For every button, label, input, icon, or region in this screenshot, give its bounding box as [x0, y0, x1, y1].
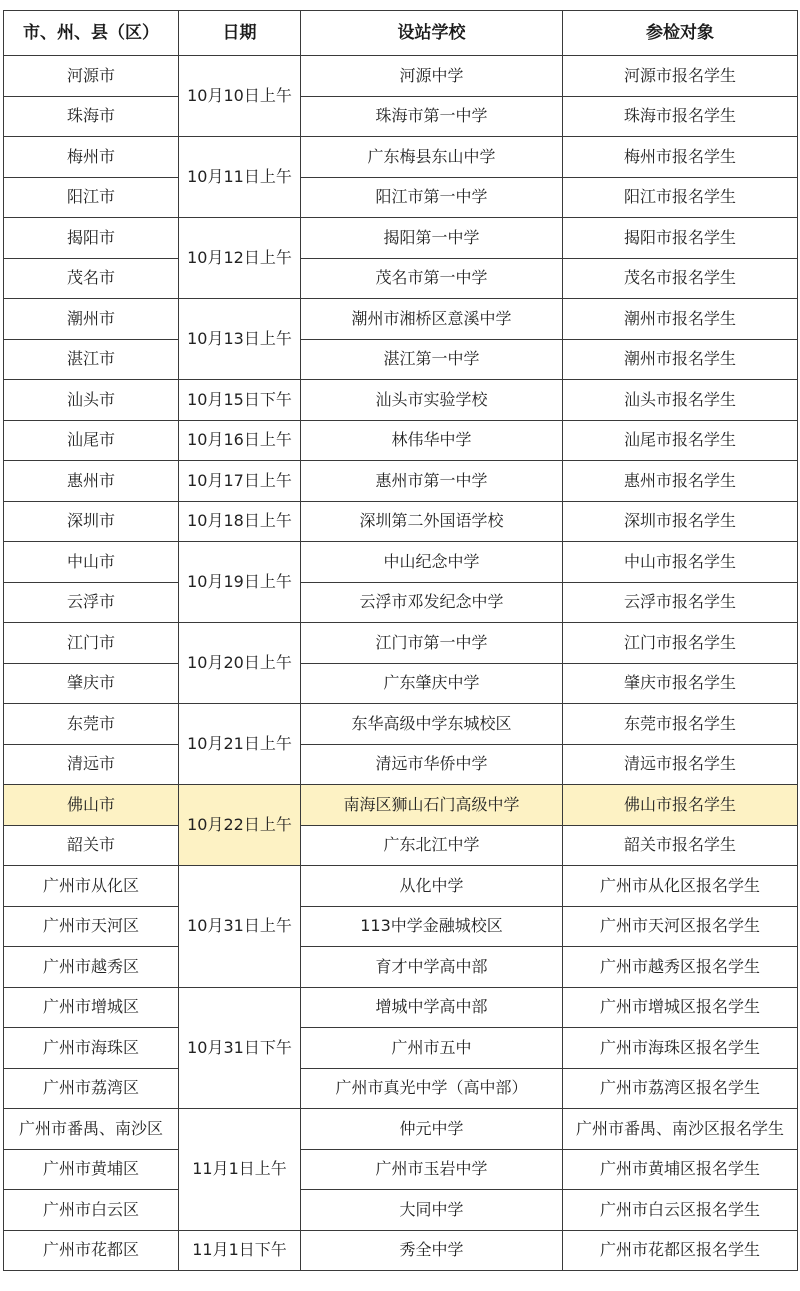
cell-date: 11月1日下午 [179, 1230, 301, 1271]
cell-date: 10月19日上午 [179, 542, 301, 623]
cell-region: 广州市黄埔区 [4, 1149, 179, 1190]
cell-region: 梅州市 [4, 137, 179, 178]
table-row [4, 987, 798, 1028]
table-row [4, 218, 798, 259]
table-row [4, 137, 798, 178]
table-row [4, 501, 798, 542]
cell-region: 广州市荔湾区 [4, 1068, 179, 1109]
cell-target: 茂名市报名学生 [563, 258, 798, 299]
cell-region: 广州市越秀区 [4, 947, 179, 988]
table-row [4, 1149, 798, 1190]
cell-target: 广州市从化区报名学生 [563, 866, 798, 907]
table-row [4, 582, 798, 623]
cell-school: 清远市华侨中学 [301, 744, 563, 785]
cell-region: 广州市白云区 [4, 1190, 179, 1231]
cell-target: 惠州市报名学生 [563, 461, 798, 502]
cell-target: 广州市增城区报名学生 [563, 987, 798, 1028]
cell-school: 湛江第一中学 [301, 339, 563, 380]
cell-region: 揭阳市 [4, 218, 179, 259]
exam-schedule-table [3, 10, 798, 1271]
cell-date: 10月18日上午 [179, 501, 301, 542]
cell-school: 仲元中学 [301, 1109, 563, 1150]
header-school: 设站学校 [301, 11, 563, 56]
cell-target: 梅州市报名学生 [563, 137, 798, 178]
cell-region: 广州市天河区 [4, 906, 179, 947]
cell-region: 广州市从化区 [4, 866, 179, 907]
cell-region: 广州市海珠区 [4, 1028, 179, 1069]
cell-school: 南海区狮山石门高级中学 [301, 785, 563, 826]
table-row [4, 1068, 798, 1109]
cell-region: 深圳市 [4, 501, 179, 542]
cell-date: 10月10日上午 [179, 56, 301, 137]
cell-school: 河源中学 [301, 56, 563, 97]
cell-target: 汕头市报名学生 [563, 380, 798, 421]
cell-target: 广州市越秀区报名学生 [563, 947, 798, 988]
cell-region: 惠州市 [4, 461, 179, 502]
cell-school: 云浮市邓发纪念中学 [301, 582, 563, 623]
cell-school: 中山纪念中学 [301, 542, 563, 583]
table-row [4, 947, 798, 988]
cell-target: 广州市花都区报名学生 [563, 1230, 798, 1271]
cell-school: 广州市玉岩中学 [301, 1149, 563, 1190]
table-row [4, 623, 798, 664]
cell-target: 肇庆市报名学生 [563, 663, 798, 704]
table-row [4, 380, 798, 421]
table-row [4, 704, 798, 745]
cell-date: 10月20日上午 [179, 623, 301, 704]
cell-region: 广州市花都区 [4, 1230, 179, 1271]
cell-school: 东华高级中学东城校区 [301, 704, 563, 745]
cell-region: 韶关市 [4, 825, 179, 866]
cell-date: 10月31日上午 [179, 866, 301, 988]
cell-region: 珠海市 [4, 96, 179, 137]
cell-school: 广州市五中 [301, 1028, 563, 1069]
table-row [4, 339, 798, 380]
cell-target: 云浮市报名学生 [563, 582, 798, 623]
cell-school: 广州市真光中学（高中部） [301, 1068, 563, 1109]
cell-school: 江门市第一中学 [301, 623, 563, 664]
table-row [4, 785, 798, 826]
cell-school: 从化中学 [301, 866, 563, 907]
cell-school: 茂名市第一中学 [301, 258, 563, 299]
cell-school: 大同中学 [301, 1190, 563, 1231]
table-row [4, 542, 798, 583]
cell-region: 茂名市 [4, 258, 179, 299]
cell-school: 秀全中学 [301, 1230, 563, 1271]
cell-target: 佛山市报名学生 [563, 785, 798, 826]
table-row [4, 96, 798, 137]
cell-date: 10月15日下午 [179, 380, 301, 421]
cell-target: 广州市天河区报名学生 [563, 906, 798, 947]
table-row [4, 258, 798, 299]
cell-target: 汕尾市报名学生 [563, 420, 798, 461]
cell-region: 潮州市 [4, 299, 179, 340]
cell-school: 增城中学高中部 [301, 987, 563, 1028]
cell-region: 汕尾市 [4, 420, 179, 461]
cell-school: 广东肇庆中学 [301, 663, 563, 704]
table-row [4, 461, 798, 502]
table-row [4, 299, 798, 340]
cell-school: 深圳第二外国语学校 [301, 501, 563, 542]
cell-region: 阳江市 [4, 177, 179, 218]
cell-target: 广州市海珠区报名学生 [563, 1028, 798, 1069]
table-row [4, 866, 798, 907]
cell-target: 河源市报名学生 [563, 56, 798, 97]
table-row [4, 906, 798, 947]
table-row [4, 1190, 798, 1231]
table-row [4, 1028, 798, 1069]
cell-region: 广州市增城区 [4, 987, 179, 1028]
cell-region: 云浮市 [4, 582, 179, 623]
table-row [4, 1109, 798, 1150]
table-header-row [4, 11, 798, 56]
cell-target: 广州市白云区报名学生 [563, 1190, 798, 1231]
cell-date: 10月11日上午 [179, 137, 301, 218]
cell-date: 10月21日上午 [179, 704, 301, 785]
cell-target: 珠海市报名学生 [563, 96, 798, 137]
cell-target: 江门市报名学生 [563, 623, 798, 664]
table-row [4, 177, 798, 218]
cell-date: 10月17日上午 [179, 461, 301, 502]
cell-region: 汕头市 [4, 380, 179, 421]
cell-target: 广州市黄埔区报名学生 [563, 1149, 798, 1190]
cell-target: 深圳市报名学生 [563, 501, 798, 542]
table-row [4, 420, 798, 461]
cell-target: 广州市荔湾区报名学生 [563, 1068, 798, 1109]
cell-school: 育才中学高中部 [301, 947, 563, 988]
cell-target: 揭阳市报名学生 [563, 218, 798, 259]
cell-school: 珠海市第一中学 [301, 96, 563, 137]
cell-school: 广东北江中学 [301, 825, 563, 866]
cell-target: 东莞市报名学生 [563, 704, 798, 745]
cell-school: 揭阳第一中学 [301, 218, 563, 259]
table-row [4, 663, 798, 704]
cell-date: 10月31日下午 [179, 987, 301, 1109]
header-date: 日期 [179, 11, 301, 56]
cell-region: 江门市 [4, 623, 179, 664]
cell-target: 潮州市报名学生 [563, 339, 798, 380]
cell-target: 潮州市报名学生 [563, 299, 798, 340]
cell-region: 东莞市 [4, 704, 179, 745]
cell-school: 惠州市第一中学 [301, 461, 563, 502]
cell-date: 10月12日上午 [179, 218, 301, 299]
cell-school: 阳江市第一中学 [301, 177, 563, 218]
table-row [4, 825, 798, 866]
cell-school: 潮州市湘桥区意溪中学 [301, 299, 563, 340]
cell-date: 10月13日上午 [179, 299, 301, 380]
cell-school: 广东梅县东山中学 [301, 137, 563, 178]
cell-region: 湛江市 [4, 339, 179, 380]
table-row [4, 56, 798, 97]
cell-date: 11月1日上午 [179, 1109, 301, 1231]
cell-target: 阳江市报名学生 [563, 177, 798, 218]
cell-target: 广州市番禺、南沙区报名学生 [563, 1109, 798, 1150]
cell-date: 10月22日上午 [179, 785, 301, 866]
table-row [4, 744, 798, 785]
cell-region: 清远市 [4, 744, 179, 785]
cell-school: 林伟华中学 [301, 420, 563, 461]
cell-region: 肇庆市 [4, 663, 179, 704]
cell-region: 佛山市 [4, 785, 179, 826]
table-body [4, 56, 798, 1271]
header-region: 市、州、县（区） [4, 11, 179, 56]
cell-date: 10月16日上午 [179, 420, 301, 461]
cell-target: 清远市报名学生 [563, 744, 798, 785]
cell-region: 河源市 [4, 56, 179, 97]
header-target: 参检对象 [563, 11, 798, 56]
cell-school: 113中学金融城校区 [301, 906, 563, 947]
cell-school: 汕头市实验学校 [301, 380, 563, 421]
cell-target: 韶关市报名学生 [563, 825, 798, 866]
cell-region: 广州市番禺、南沙区 [4, 1109, 179, 1150]
cell-target: 中山市报名学生 [563, 542, 798, 583]
table-row [4, 1230, 798, 1271]
cell-region: 中山市 [4, 542, 179, 583]
